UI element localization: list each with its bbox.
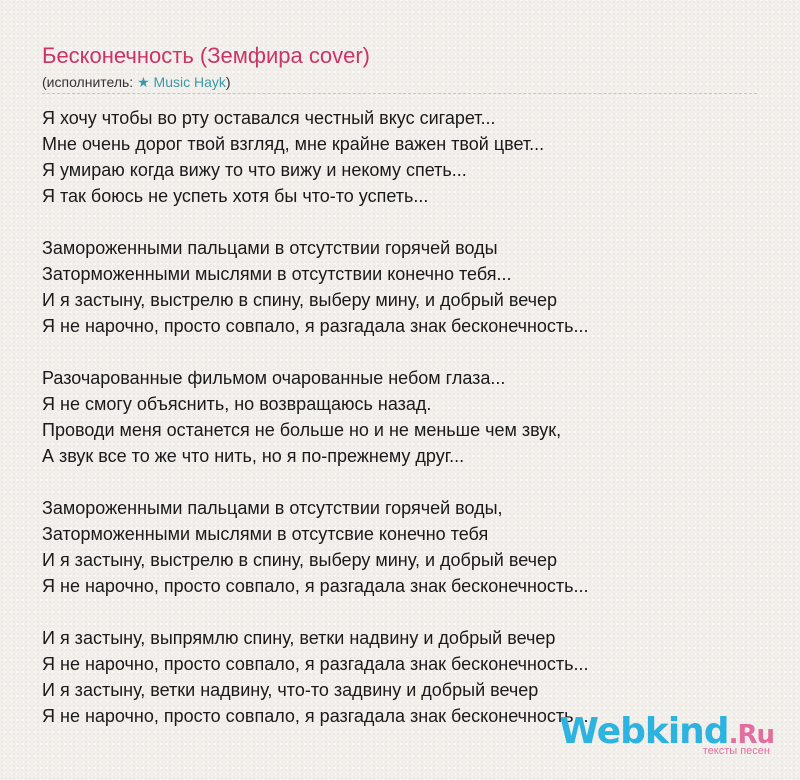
lyrics [42,105,762,755]
lyric-line: Мне очень дорог твой взгляд, мне крайне важен твой цвет... [42,134,545,154]
lyric-line: И я застыну, ветки надвину, что-то задвину и добрый вечер [42,680,539,700]
stanza-4 [42,495,762,599]
lyric-line: Замороженными пальцами в отсутствии горячей воды, [42,498,503,518]
stanza-2 [42,235,762,339]
lyric-line: Я умираю когда вижу то что вижу и некому спеть... [42,160,467,180]
lyric-line: И я застыну, выстрелю в спину, выберу мину, и добрый вечер [42,550,558,570]
logo-tld: .Ru [728,720,774,750]
lyric-line: Я так боюсь не успеть хотя бы что-то успеть... [42,186,429,206]
lyric-line: Разочарованные фильмом очарованные небом глаза... [42,368,506,388]
lyric-line: Я не смогу объяснить, но возвращаюсь назад. [42,394,432,414]
lyric-line: Я не нарочно, просто совпало, я разгадала знак бесконечность... [42,576,589,596]
lyric-line: Проводи меня останется не больше но и не меньше чем звук, [42,420,562,440]
lyric-line: И я застыну, выпрямлю спину, ветки надвину и добрый вечер [42,628,556,648]
lyric-line: А звук все то же что нить, но я по-прежнему друг... [42,446,465,466]
lyric-line: Я не нарочно, просто совпало, я разгадала знак бесконечность... [42,706,589,726]
lyric-line: Заторможенными мыслями в отсутсвие конечно тебя [42,524,489,544]
logo-name: Webkind [559,711,729,752]
logo-tagline: тексты песен [702,745,770,757]
lyric-line: Замороженными пальцами в отсутствии горячей воды [42,238,498,258]
lyric-line: Заторможенными мыслями в отсутствии конечно тебя... [42,264,512,284]
artist-link[interactable] [137,74,226,90]
lyric-line: Я не нарочно, просто совпало, я разгадала знак бесконечность... [42,654,589,674]
artist-prefix: (исполнитель: [42,74,138,90]
stanza-1 [42,105,762,209]
lyric-line: И я застыну, выстрелю в спину, выберу мину, и добрый вечер [42,290,558,310]
artist-name: Music Hayk [153,74,226,90]
artist-line [42,73,231,91]
artist-suffix: ) [225,74,231,90]
webkind-logo[interactable] [559,712,774,755]
star-icon: ★ [137,74,150,90]
song-title: Бесконечность (Земфира cover) [42,43,371,68]
lyric-line: Я хочу чтобы во рту оставался честный вкус сигарет... [42,108,496,128]
lyric-line: Я не нарочно, просто совпало, я разгадала знак бесконечность... [42,316,589,336]
stanza-3 [42,365,762,469]
divider [42,93,757,94]
